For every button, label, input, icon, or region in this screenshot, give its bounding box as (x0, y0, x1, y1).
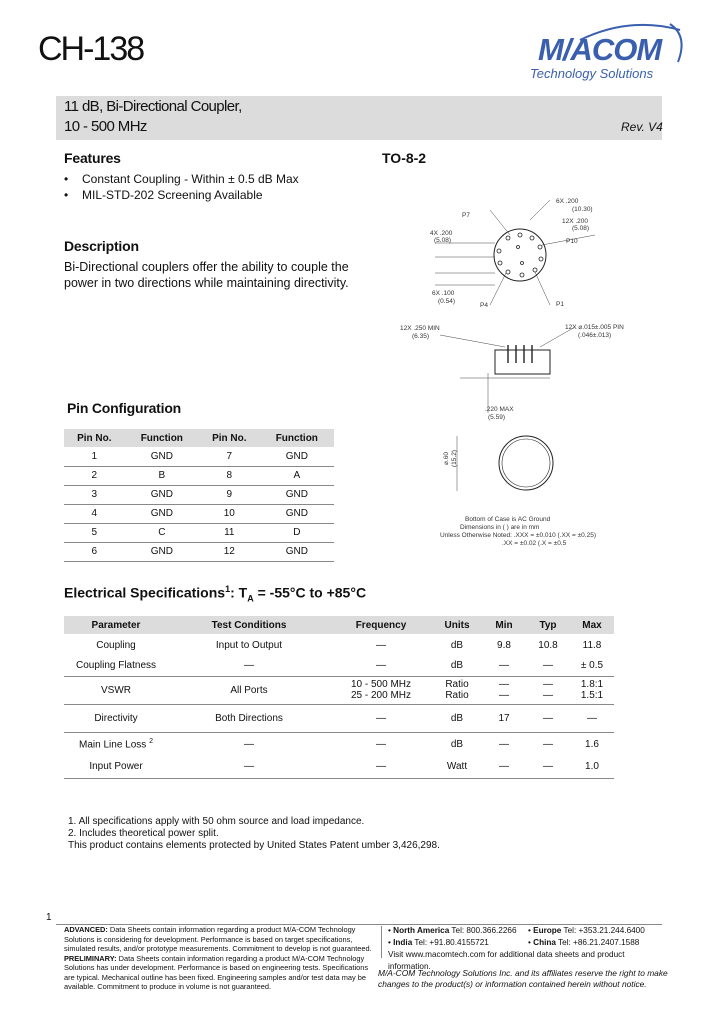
page-number: 1 (46, 912, 52, 923)
svg-text:12X .200: 12X .200 (562, 218, 589, 225)
svg-text:(.046±.013): (.046±.013) (578, 332, 612, 339)
table-header: Function (260, 429, 334, 447)
table-row: 2 B 8 A (64, 466, 334, 485)
svg-text:(0.54): (0.54) (438, 298, 455, 305)
features-heading: Features (64, 150, 121, 166)
svg-text:P10: P10 (566, 238, 578, 245)
svg-text:12X .250 MIN: 12X .250 MIN (400, 325, 440, 332)
table-row: Input Power — — Watt — — 1.0 (64, 756, 614, 778)
svg-text:.220 MAX: .220 MAX (485, 406, 514, 413)
svg-text:⌀.60: ⌀.60 (443, 452, 450, 465)
electrical-specs-heading: Electrical Specifications$^1$: $T_A = -55^\circ C$ to +85°C (64, 584, 367, 604)
svg-text:Bottom of Case is AC Ground: Bottom of Case is AC Ground (465, 516, 551, 523)
product-frequency-range: 10 - 500 MHz (64, 118, 147, 135)
footer-contacts: • North America Tel: 800.366.2266 • Europe Tel: +353.21.244.6400 • India Tel: +91.80.4155721 • China Tel: +86.21.2407.1588 Visit www.macomtech.com for additional data sheets and product information. (388, 925, 668, 972)
table-header: Parameter (64, 616, 168, 634)
svg-text:6X .200: 6X .200 (556, 198, 579, 205)
table-header: Pin No. (199, 429, 260, 447)
package-outline-drawing (400, 175, 640, 550)
table-header: Test Conditions (168, 616, 330, 634)
svg-text:P1: P1 (556, 301, 564, 308)
svg-text:Unless Otherwise Noted: .XXX =: Unless Otherwise Noted: .XXX = ±0.010 (.XX = ±0.25) (440, 532, 596, 539)
table-row: Coupling Flatness — — dB — — ± 0.5 (64, 656, 614, 676)
footnote: 2. Includes theoretical power split. (68, 828, 219, 839)
svg-text:6X .100: 6X .100 (432, 290, 455, 297)
table-row: Main Line Loss $^2$ — — dB — — 1.6 (79, 738, 599, 751)
svg-text:(15.2): (15.2) (451, 450, 458, 467)
logo-tagline: Technology Solutions (530, 66, 654, 81)
svg-text:(10.30): (10.30) (572, 206, 593, 213)
part-number: CH-138 (38, 30, 144, 68)
footer-legal: ADVANCED: Data Sheets contain information regarding a product M/A-COM Technology Solutions is considering for development. Performance is based on target specifications, simulated results, and/or prototype measurements. Commitment to develop is not guaranteed. PRELIMINARY: Data Sheets contain information regarding a product M/A-COM Technology Solutions has under development. Performance is based on engineering tests. Specifications are typical. Mechanical outline has been fixed. Engineering samples and/or test data may be available. Commitment to produce in volume is not guaranteed. (64, 925, 372, 991)
description-heading: Description (64, 238, 139, 254)
table-row: Coupling Input to Output — dB 9.8 10.8 11.8 (96, 639, 602, 651)
svg-text:(6.35): (6.35) (412, 333, 429, 340)
logo-wordmark: M/ACOM (538, 32, 662, 67)
svg-text:12X ⌀.015±.005 PIN: 12X ⌀.015±.005 PIN (565, 324, 624, 331)
svg-text:Dimensions in ( ) are in mm: Dimensions in ( ) are in mm (460, 524, 540, 531)
pin-config-table (64, 429, 334, 562)
table-row: 4 GND 10 GND (64, 504, 334, 523)
svg-text:(5.59): (5.59) (488, 414, 505, 421)
table-row: VSWR All Ports 10 - 500 MHz 25 - 200 MHz Ratio Ratio — — — — 1.8:1 1.5:1 (64, 676, 614, 704)
svg-text:P4: P4 (480, 302, 488, 309)
feature-item: • Constant Coupling - Within ± 0.5 dB Max (64, 172, 299, 186)
patent-note: This product contains elements protected by United States Patent umber 3,426,298. (68, 840, 440, 851)
description-text: Bi-Directional couplers offer the ability to couple the power in two directions while maintaining directivity. (64, 260, 349, 290)
table-header: Frequency (330, 616, 432, 634)
table-header: Min (482, 616, 526, 634)
table-row: Directivity Both Directions — dB 17 — — (64, 704, 614, 732)
footnote: 1. All specifications apply with 50 ohm source and load impedance. (68, 816, 365, 827)
svg-text:(5.08): (5.08) (434, 237, 451, 244)
table-row: 1 GND 7 GND (64, 447, 334, 466)
footer-website-link[interactable]: Visit www.macomtech.com for additional data sheets and product information. (388, 950, 625, 971)
table-header: Function (125, 429, 199, 447)
svg-text:.XX = ±0.02 (.X = ±0.5: .XX = ±0.02 (.X = ±0.5 (502, 540, 567, 547)
pin-config-heading: Pin Configuration (67, 400, 182, 416)
svg-text:P7: P7 (462, 212, 470, 219)
table-row: 3 GND 9 GND (64, 485, 334, 504)
product-title: 11 dB, Bi-Directional Coupler, (64, 98, 242, 115)
table-header: Units (432, 616, 482, 634)
revision-label: Rev. V4 (621, 120, 663, 134)
table-header: Max (570, 616, 614, 634)
table-row: 5 C 11 D (64, 523, 334, 542)
macom-logo (520, 22, 700, 86)
footer-vertical-divider (381, 926, 382, 958)
table-header: Pin No. (64, 429, 125, 447)
table-header: Typ (526, 616, 570, 634)
table-row: 6 GND 12 GND (64, 542, 334, 561)
svg-text:4X .200: 4X .200 (430, 230, 453, 237)
footer-disclaimer: M/A-COM Technology Solutions Inc. and its affiliates reserve the right to make changes to the product(s) or information contained herein without notice. (378, 968, 668, 989)
svg-text:(5.08): (5.08) (572, 225, 589, 232)
feature-item: • MIL-STD-202 Screening Available (64, 188, 263, 202)
package-outline-label: TO-8-2 (382, 150, 427, 166)
electrical-specs-table (64, 616, 614, 779)
